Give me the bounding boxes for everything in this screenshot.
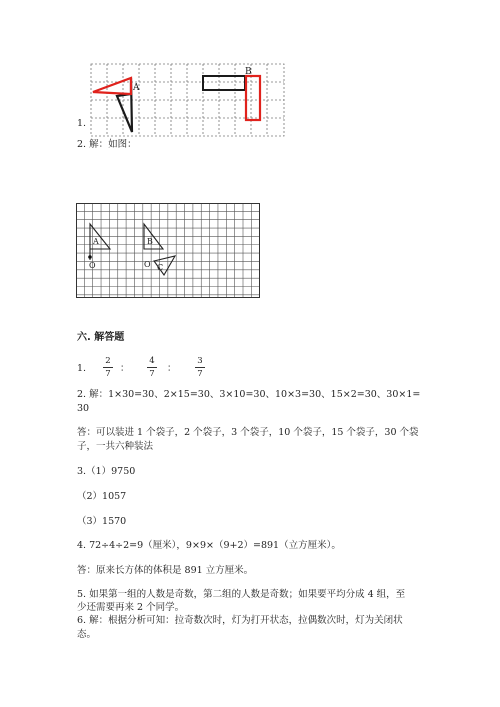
fraction-2 <box>147 356 157 379</box>
grid-label-o1: O <box>89 261 96 270</box>
point-a-label: A <box>133 83 140 93</box>
grid-label-b: B <box>147 237 153 246</box>
red-triangle <box>93 78 131 94</box>
fraction-3 <box>195 356 205 379</box>
q3-part2: （2）1057 <box>77 491 127 502</box>
q2-answer-line2: 子，一共六种装法 <box>77 441 154 452</box>
q4-answer: 答：原来长方体的体积是 891 立方厘米。 <box>77 565 254 576</box>
black-triangle <box>117 78 132 132</box>
q1-sep1: ： <box>120 363 130 374</box>
section-title: 六. 解答题 <box>77 332 125 343</box>
fraction-1 <box>103 356 113 379</box>
figure-1-grid <box>85 60 290 140</box>
q3-part1: 3.（1）9750 <box>77 466 136 477</box>
item2-label: 2. 解：如图： <box>77 139 137 150</box>
red-rectangle <box>246 76 260 120</box>
fraction-1-den: 7 <box>105 369 111 379</box>
grid-label-c: C <box>157 263 164 272</box>
q6-line2: 态。 <box>77 629 97 640</box>
dashed-grid <box>91 64 284 136</box>
grid-label-a: A <box>93 237 99 246</box>
q2-line2: 30 <box>77 403 90 414</box>
fraction-2-num: 4 <box>149 356 155 366</box>
figure-2-grid <box>76 203 261 299</box>
q5-line1: 5. 如果第一组的人数是奇数，第二组的人数是奇数；如果要平均分成 4 组，至 <box>77 589 406 600</box>
item1-label: 1. <box>77 118 87 129</box>
black-rectangle <box>203 76 245 90</box>
q4-line: 4. 72÷4÷2=9（厘米），9×9×（9+2）=891（立方厘米）。 <box>77 540 341 551</box>
q6-line1: 6. 解：根据分析可知：拉奇数次时，灯为打开状态，拉偶数次时，灯为关闭状 <box>77 615 403 626</box>
grid-label-o2: O <box>144 260 151 269</box>
q1-sep2: ： <box>167 363 177 374</box>
q5-line2: 少还需要再来 2 个同学。 <box>77 602 185 613</box>
fraction-3-num: 3 <box>197 356 203 366</box>
fraction-1-num: 2 <box>105 356 111 366</box>
q2-answer-line1: 答：可以装进 1 个袋子，2 个袋子，3 个袋子，10 个袋子，15 个袋子，30 个袋 <box>77 427 419 438</box>
q1-label: 1. <box>77 363 87 374</box>
point-b-label: B <box>245 67 252 77</box>
fraction-3-den: 7 <box>197 369 203 379</box>
fraction-2-den: 7 <box>149 369 155 379</box>
q2-line1: 2. 解：1×30=30、2×15=30、3×10=30、10×3=30、15×2=30、30×1= <box>77 389 421 400</box>
q3-part3: （3）1570 <box>77 516 127 527</box>
